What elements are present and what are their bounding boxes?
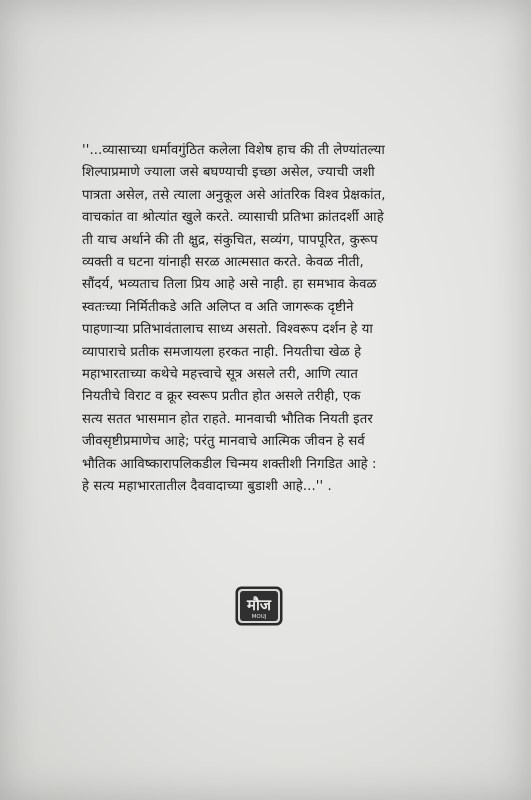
text-line: सौंदर्य, भव्यताच तिला प्रिय आहे असे नाही. हा समभाव केवळ xyxy=(82,277,377,293)
text-line: ती याच अर्थाने की ती क्षुद्र, संकुचित, सव्यंग, पापपूरित, कुरूप xyxy=(82,232,378,248)
text-line: जीवसृष्टीप्रमाणेच आहे; परंतु मानवाचे आत्मिक जीवन हे सर्व xyxy=(82,434,365,450)
text-line: स्वतःच्या निर्मितीकडे अति अलिप्त व अति जागरूक दृष्टीने xyxy=(82,299,354,315)
text-line: पात्रता असेल, तसे त्याला अनुकूल असे आंतरिक विश्व प्रेक्षकांत, xyxy=(82,187,386,203)
quote-paragraph xyxy=(82,140,474,499)
text-line: व्यक्ती व घटना यांनाही सरळ आत्मसात करते. केवळ नीती, xyxy=(82,255,364,271)
text-line: भौतिक आविष्कारापलिकडील चिन्मय शक्तीशी निगडित आहे : xyxy=(82,456,377,472)
text-line: वाचकांत वा श्रोत्यांत खुले करते. व्यासाची प्रतिभा क्रांतदर्शी आहे xyxy=(82,210,384,226)
text-line: महाभारताच्या कथेचे महत्त्वाचे सूत्र असले तरी, आणि त्यात xyxy=(82,367,358,383)
text-line: ''...व्यासाच्या धर्मावगुंठित कलेला विशेष हाच की ती लेण्यांतल्या xyxy=(82,143,385,158)
text-line: हे सत्य महाभारतातील दैववादाच्या बुडाशी आहे...'' . xyxy=(82,479,332,495)
logo-text: मौज xyxy=(247,596,271,614)
publisher-logo xyxy=(234,585,284,627)
text-line: नियतीचे विराट व क्रूर स्वरूप प्रतीत होत असले तरीही, एक xyxy=(82,389,361,405)
text-line: पाहणाऱ्या प्रतिभावंतालाच साध्य असतो. विश्वरूप दर्शन हे या xyxy=(82,322,373,338)
text-line: व्यापाराचे प्रतीक समजायला हरकत नाही. नियतीचा खेळ हे xyxy=(82,344,362,360)
logo-subtext: MOUJ xyxy=(251,614,267,620)
text-line: सत्य सतत भासमान होत राहते. मानवाची भौतिक नियती इतर xyxy=(82,411,373,427)
text-line: शिल्पाप्रमाणे ज्याला जसे बघण्याची इच्छा असेल, ज्याची जशी xyxy=(82,165,375,181)
